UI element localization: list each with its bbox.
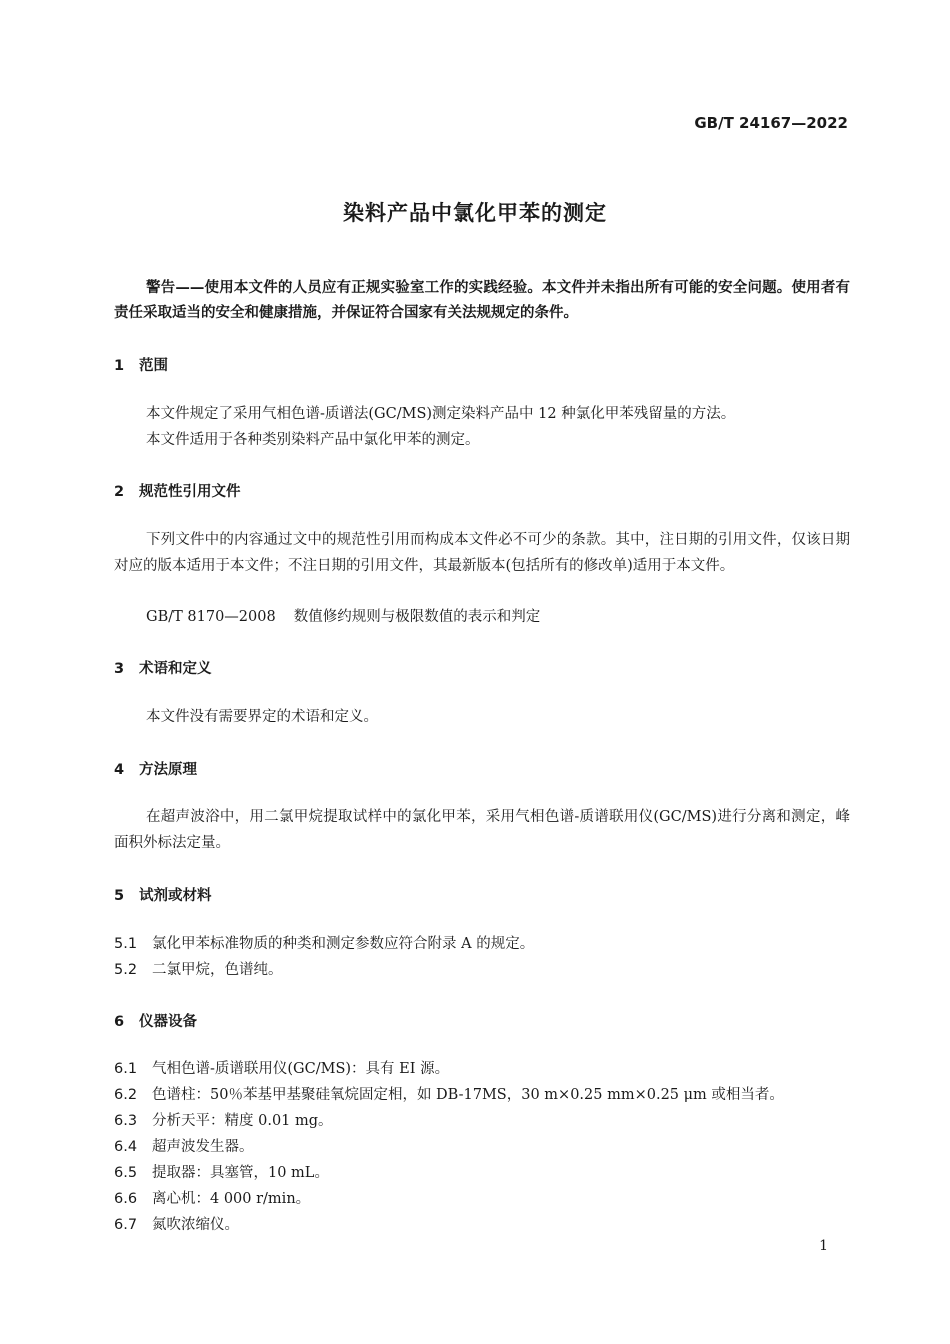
section-title: 规范性引用文件	[139, 484, 241, 500]
section-title: 试剂或材料	[139, 888, 212, 904]
section-title: 范围	[139, 358, 168, 374]
section-number: 5	[114, 888, 125, 904]
item-number: 6.4	[114, 1139, 138, 1155]
section-heading-terms	[114, 657, 212, 678]
item-number: 5.1	[114, 936, 138, 952]
list-item	[114, 958, 283, 979]
item-text: 气相色谱-质谱联用仪(GC/MS)：具有 EI 源。	[152, 1061, 450, 1077]
item-number: 6.3	[114, 1113, 138, 1129]
section-number: 6	[114, 1014, 125, 1030]
list-item	[114, 1213, 239, 1234]
item-text: 氯化甲苯标准物质的种类和测定参数应符合附录 A 的规定。	[152, 936, 535, 952]
reference-name: 数值修约规则与极限数值的表示和判定	[293, 609, 541, 625]
scope-paragraph-2: 本文件适用于各种类别染料产品中氯化甲苯的测定。	[146, 432, 480, 448]
list-item	[114, 1161, 329, 1182]
section-heading-scope	[114, 354, 168, 375]
references-paragraph: 下列文件中的内容通过文中的规范性引用而构成本文件必不可少的条款。其中，注日期的引用文件，仅该日期对应的版本适用于本文件；不注日期的引用文件，其最新版本(包括所有的修改单)适用于本文件。	[114, 532, 850, 574]
list-item	[114, 1057, 449, 1078]
item-number: 6.5	[114, 1165, 138, 1181]
item-text: 色谱柱：50％苯基甲基聚硅氧烷固定相，如 DB-17MS，30 m×0.25 mm×0.25 μm 或相当者。	[152, 1087, 784, 1103]
item-number: 5.2	[114, 962, 138, 978]
standard-code: GB/T 24167—2022	[694, 114, 848, 132]
item-text: 超声波发生器。	[152, 1139, 254, 1155]
item-number: 6.7	[114, 1217, 138, 1233]
list-item	[114, 1083, 784, 1104]
terms-paragraph: 本文件没有需要界定的术语和定义。	[146, 709, 378, 725]
list-item	[114, 1109, 333, 1130]
item-text: 二氯甲烷，色谱纯。	[152, 962, 283, 978]
section-title: 仪器设备	[139, 1014, 197, 1030]
item-text: 氮吹浓缩仪。	[152, 1217, 239, 1233]
item-text: 分析天平：精度 0.01 mg。	[152, 1113, 333, 1129]
item-number: 6.1	[114, 1061, 138, 1077]
item-text: 离心机：4 000 r/min。	[152, 1191, 311, 1207]
item-text: 提取器：具塞管，10 mL。	[152, 1165, 329, 1181]
warning-paragraph: 警告——使用本文件的人员应有正规实验室工作的实践经验。本文件并未指出所有可能的安全问题。使用者有责任采取适当的安全和健康措施，并保证符合国家有关法规规定的条件。	[114, 280, 850, 321]
section-number: 2	[114, 484, 125, 500]
document-title: 染料产品中氯化甲苯的测定	[343, 201, 607, 225]
list-item	[114, 932, 534, 953]
section-heading-apparatus	[114, 1010, 197, 1031]
list-item	[114, 1187, 310, 1208]
section-title: 方法原理	[139, 762, 197, 778]
section-heading-reagents	[114, 884, 212, 905]
item-number: 6.6	[114, 1191, 138, 1207]
section-number: 4	[114, 762, 125, 778]
page-number: 1	[819, 1238, 828, 1254]
reference-code: GB/T 8170—2008	[146, 609, 276, 625]
reference-entry	[146, 605, 540, 626]
section-heading-principle	[114, 758, 197, 779]
section-heading-normative-references	[114, 480, 241, 501]
item-number: 6.2	[114, 1087, 138, 1103]
section-number: 3	[114, 661, 125, 677]
scope-paragraph-1: 本文件规定了采用气相色谱-质谱法(GC/MS)测定染料产品中 12 种氯化甲苯残留量的方法。	[146, 406, 736, 422]
list-item	[114, 1135, 254, 1156]
section-title: 术语和定义	[139, 661, 212, 677]
principle-paragraph: 在超声波浴中，用二氯甲烷提取试样中的氯化甲苯，采用气相色谱-质谱联用仪(GC/MS)进行分离和测定，峰面积外标法定量。	[114, 809, 850, 851]
section-number: 1	[114, 358, 125, 374]
